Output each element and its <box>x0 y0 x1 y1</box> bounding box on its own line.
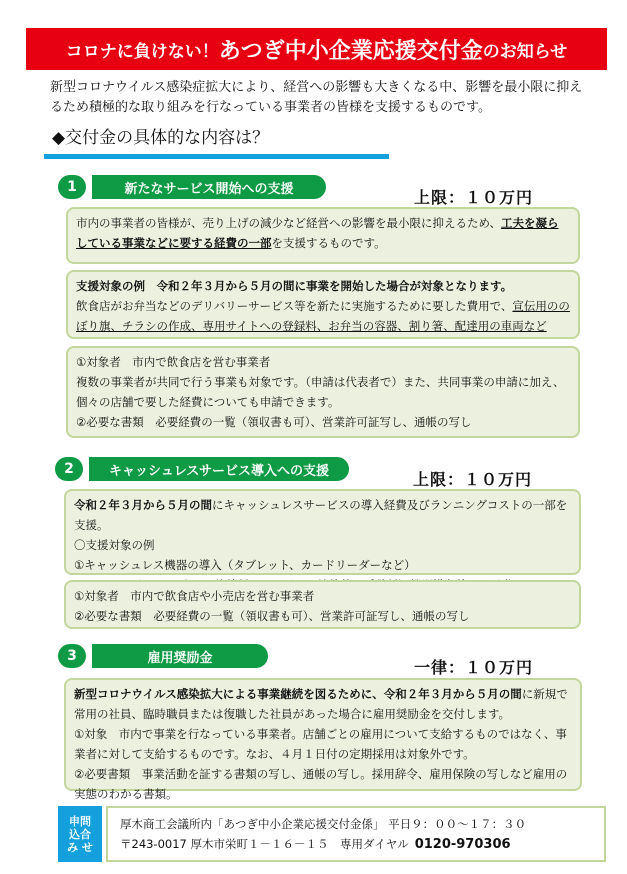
contact-label-line: み せ <box>67 840 93 854</box>
banner-text-3: のお知らせ <box>482 41 568 62</box>
section-2-number: 2 <box>55 457 83 481</box>
section-1-title: 新たなサービス開始への支援 <box>92 175 326 199</box>
contact-office: 厚木商工会議所内「あつぎ中小企業応援交付金係」 平日９：００～１７：３０ <box>120 817 527 831</box>
section-1-desc-emphasis: 工夫を凝らしている事業などに要する経費の一部 <box>76 216 559 250</box>
contact-phone[interactable]: 0120-970306 <box>414 837 511 852</box>
section-1-description <box>66 207 580 264</box>
section-2-desc-line: ①キャッシュレス機器の導入（タブレット、カードリーダーなど） <box>74 558 416 572</box>
banner-text-1: コロナに負けない！ <box>65 41 219 62</box>
section-2-req-line: ②必要な書類 必要経費の一覧（領収書も可）、営業許可証写し、通帳の写し <box>74 609 470 623</box>
section-1-desc-text-end: を支援するものです。 <box>271 236 386 250</box>
section-1-desc-text: 市内の事業者の皆様が、売り上げの減少など経営への影響を最小限に抑えるため、 <box>76 216 502 230</box>
section-1-examples-items: 宣伝用ののぼり旗、チラシの作成、専用サイトへの登録料、お弁当の容器、割り箸、配達用の車両など <box>76 299 570 333</box>
section-2-requirements <box>64 580 581 629</box>
section-3-desc-text: に新規で常用の社員、臨時職員または復職した社員があった場合に雇用奨励金を交付します。 <box>74 687 568 721</box>
contact-label-line: 申問 <box>69 814 91 828</box>
section-1-req-line: ②必要な書類 必要経費の一覧（領収書も可）、営業許可証写し、通帳の写し <box>76 415 472 429</box>
subheading-underline <box>44 154 389 159</box>
section-1-cap: 上限：１０万円 <box>414 188 534 207</box>
section-3-desc-line: ②必要書類 事業活動を証する書類の写し、通帳の写し。採用辞令、雇用保険の写しなど雇用の実態のわかる書類。 <box>74 767 568 801</box>
section-3-title: 雇用奨励金 <box>92 644 268 668</box>
section-2-req-line: ①対象者 市内で飲食店や小売店を営む事業者 <box>74 589 315 603</box>
banner-text-2: あつぎ中小企業応援交付金 <box>218 38 483 64</box>
contact-label <box>58 806 102 862</box>
section-1-examples-heading: 支援対象の例 令和２年３月から５月の間に事業を開始した場合が対象となります。 <box>76 279 513 293</box>
section-3-desc-line: ①対象 市内で事業を行なっている事業者。店舗ごとの雇用について支給するものではなく、事業者に対して支給するものです。なお、４月１日付の定期採用は対象外です。 <box>74 727 567 761</box>
contact-address: 〒243-0017 厚木市栄町１－１６－１５ 専用ダイヤル <box>120 837 409 851</box>
section-2-desc-bold: 令和２年３月から５月の間 <box>74 498 212 512</box>
subheading: ◆交付金の具体的な内容は？ <box>52 128 270 148</box>
section-1-examples-text: 飲食店がお弁当などのデリバリーサービス等を新たに実施するために要した費用で、 <box>76 299 513 313</box>
section-1-req-line: ①対象者 市内で飲食店を営む事業者 <box>76 355 271 369</box>
section-2-description <box>64 489 581 575</box>
section-1-number: 1 <box>58 175 86 199</box>
contact-label-line: 込合 <box>69 827 91 841</box>
section-3-description <box>64 678 582 801</box>
intro-text: 新型コロナウイルス感染症拡大により、経営への影響も大きくなる中、影響を最小限に抑えるため積極的な取り組みを行なっている事業者の皆様を支援するものです。 <box>50 80 583 115</box>
section-1-examples <box>66 270 580 339</box>
section-3-cap: 一律：１０万円 <box>414 658 534 677</box>
section-2-cap: 上限：１０万円 <box>413 470 533 489</box>
section-3-number: 3 <box>58 644 86 668</box>
contact-box <box>106 806 606 862</box>
section-2-title: キャッシュレスサービス導入への支援 <box>89 457 349 481</box>
section-2-desc-line: 〇支援対象の例 <box>74 538 155 552</box>
section-1-req-line: 複数の事業者が共同で行う事業も対象です。（申請は代表者で）また、共同事業の申請に加え、個々の店舗で要した経費についても申請できます。 <box>76 375 565 409</box>
section-1-requirements <box>66 346 580 438</box>
section-2-desc-text: にキャッシュレスサービスの導入経費及びランニングコストの一部を支援。 <box>74 498 568 532</box>
title-banner <box>26 28 607 70</box>
section-3-desc-bold: 新型コロナウイルス感染拡大による事業継続を図るために、令和２年３月から５月の間 <box>74 687 522 701</box>
